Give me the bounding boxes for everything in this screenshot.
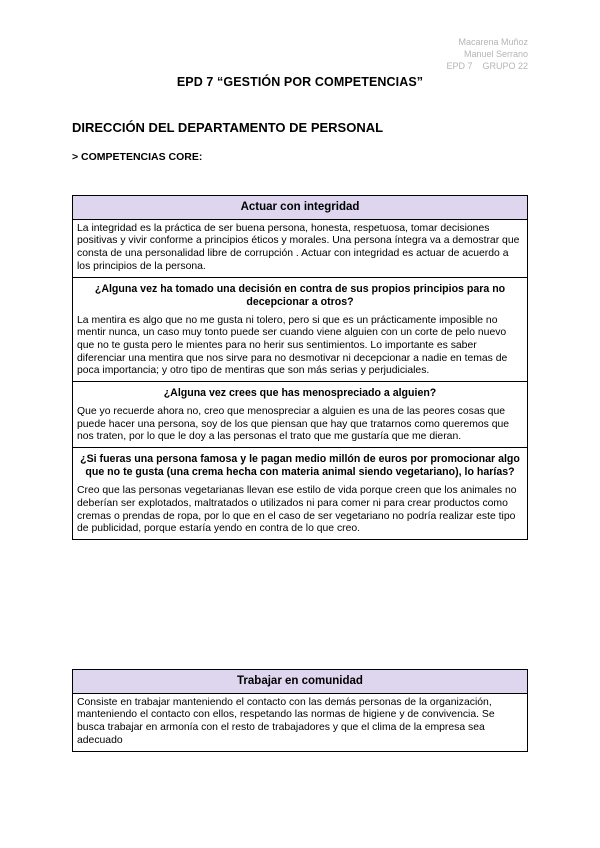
author-meta [446, 36, 528, 72]
competency-title: Trabajar en comunidad [73, 670, 528, 694]
competency-table-integrity [72, 195, 528, 540]
question: ¿Alguna vez crees que has menospreciado a alguien? [163, 387, 437, 400]
description-text: La integridad es la práctica de ser buena persona, honesta, respetuosa, tomar decisiones positivas y vivir conforme a principios éticos y morales. Una persona íntegra va a demostrar que consta de una personalidad libre de corrupción . Actuar con integridad es actuar de acuerdo a los principios de la persona. [77, 222, 520, 272]
department-heading: DIRECCIÓN DEL DEPARTAMENTO DE PERSONAL [72, 120, 384, 135]
answer: Creo que las personas vegetarianas llevan ese estilo de vida porque creen que los animales no deberían ser explotados, maltratados o utilizados ni para comer ni para crear productos como cremas o prendas de ropa, por lo que en el caso de ser vegetariano no podría realizar este tipo de publicidad, porque estaría yendo en contra de lo que creo. [77, 485, 517, 535]
qa-block [73, 382, 528, 448]
competency-table-community [72, 669, 528, 752]
competency-title: Actuar con integridad [73, 196, 528, 220]
competency-description [73, 219, 528, 277]
core-competencies-label: > COMPETENCIAS CORE: [72, 151, 203, 163]
author-name-1: Macarena Muñoz [458, 37, 528, 47]
question: ¿Si fueras una persona famosa y le pagan medio millón de euros por promocionar algo que no te gusta (una crema hecha con materia animal siendo vegetariano), lo harías? [80, 453, 520, 479]
competency-description [73, 693, 528, 751]
group-label: EPD 7 GRUPO 22 [446, 61, 528, 71]
answer: Que yo recuerde ahora no, creo que menospreciar a alguien es una de las peores cosas que puede hacer una persona, soy de los que piensan que hay que tratarnos como queremos que nos traten, por lo que le doy a las personas el trato que me gustaría que me dieran. [77, 406, 510, 443]
answer: La mentira es algo que no me gusta ni tolero, pero si que es un prácticamente imposible no mentir nunca, un caso muy tonto puede ser cuando viene alguien con un corte de pelo nuevo que no te gusta pero le mientes para no herir sus sentimientos. Lo importante es saber diferenciar una mentira que nos sirve para no desmotivar ni decepcionar a nadie en temas de poca importancia; y otro tipo de mentiras que son más serias y perjudiciales. [77, 314, 508, 377]
description-text: Consiste en trabajar manteniendo el contacto con las demás personas de la organización, manteniendo el contacto con ellos, respetando las normas de higiene y de convivencia. Se busca trabajar en armonía con el resto de trabajadores y que el clima de la empresa sea adecuado [77, 696, 495, 746]
qa-block [73, 277, 528, 382]
author-name-2: Manuel Serrano [463, 49, 528, 59]
question: ¿Alguna vez ha tomado una decisión en contra de sus propios principios para no decepcionar a otros? [94, 282, 506, 308]
qa-block [73, 448, 528, 540]
document-title: EPD 7 “GESTIÓN POR COMPETENCIAS” [176, 75, 424, 89]
